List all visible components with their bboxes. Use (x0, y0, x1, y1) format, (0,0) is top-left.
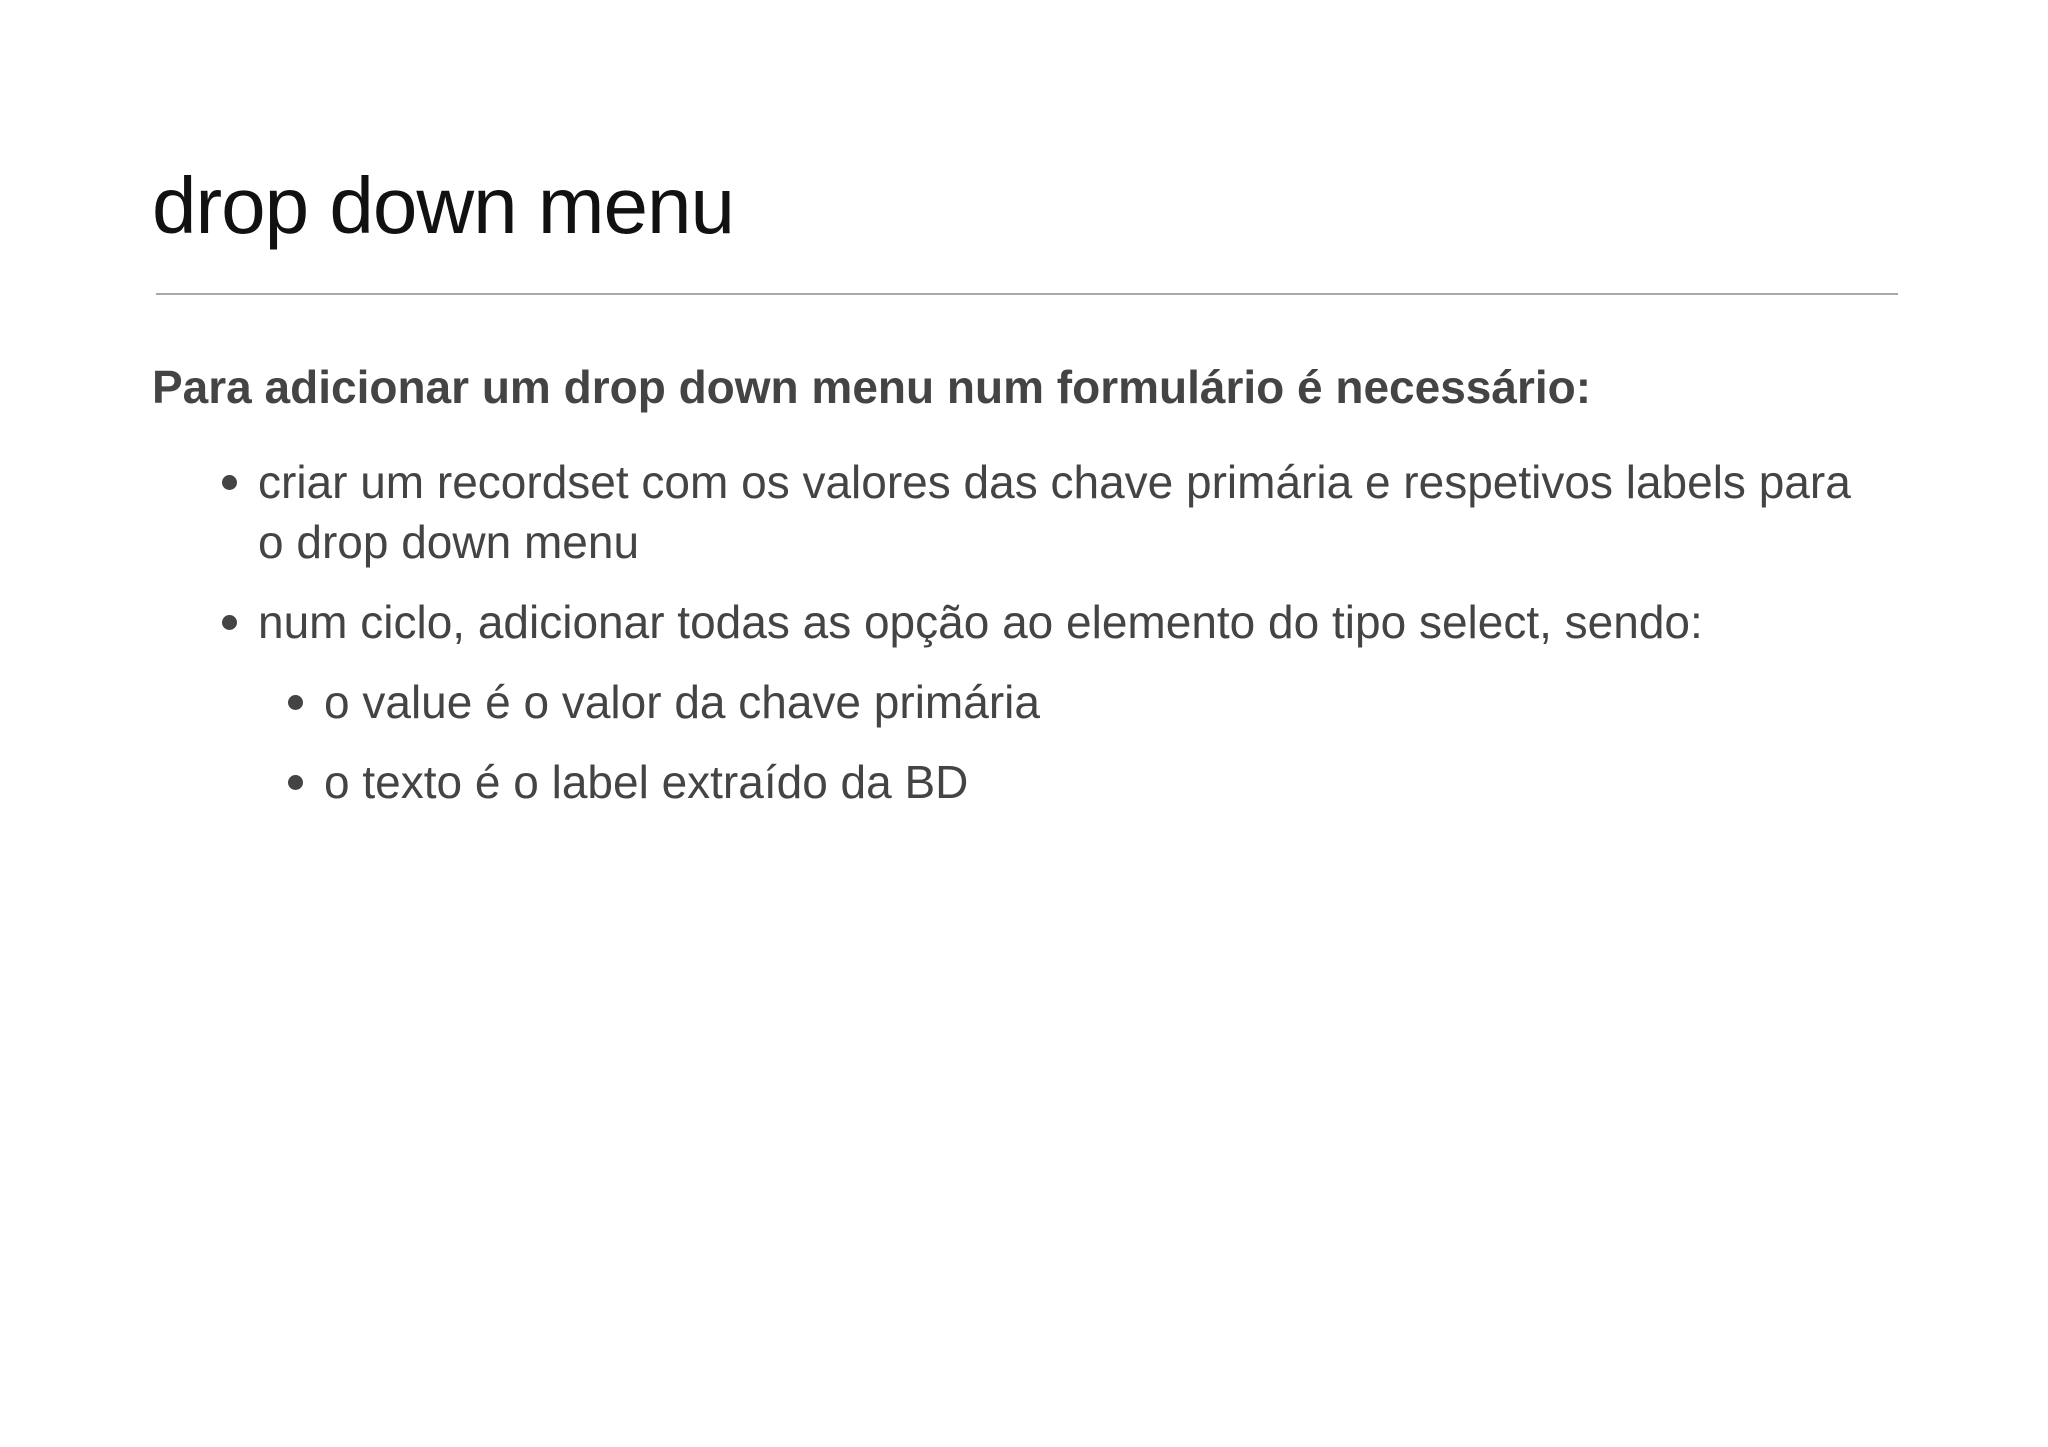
bullet-dot-icon (288, 695, 303, 710)
lead-text: Para adicionar um drop down menu num formulário é necessário: (152, 361, 1592, 413)
bullet-item (222, 452, 1882, 572)
bullet-text: criar um recordset com os valores das chave primária e respetivos labels para o drop down menu (258, 456, 1851, 568)
sub-bullet-text: o value é o valor da chave primária (324, 676, 1040, 728)
sub-bullet-item (288, 752, 1882, 812)
bullet-dot-icon (288, 775, 303, 790)
sub-bullet-text: o texto é o label extraído da BD (324, 756, 969, 808)
bullet-list (222, 452, 1882, 832)
sub-bullet-item (288, 672, 1882, 732)
title-divider (156, 293, 1898, 295)
slide-title: drop down menu (152, 161, 734, 250)
bullet-dot-icon (222, 615, 237, 630)
bullet-text: num ciclo, adicionar todas as opção ao elemento do tipo select, sendo: (258, 596, 1703, 648)
bullet-dot-icon (222, 475, 237, 490)
bullet-item (222, 592, 1882, 812)
sub-bullet-list (288, 672, 1882, 812)
